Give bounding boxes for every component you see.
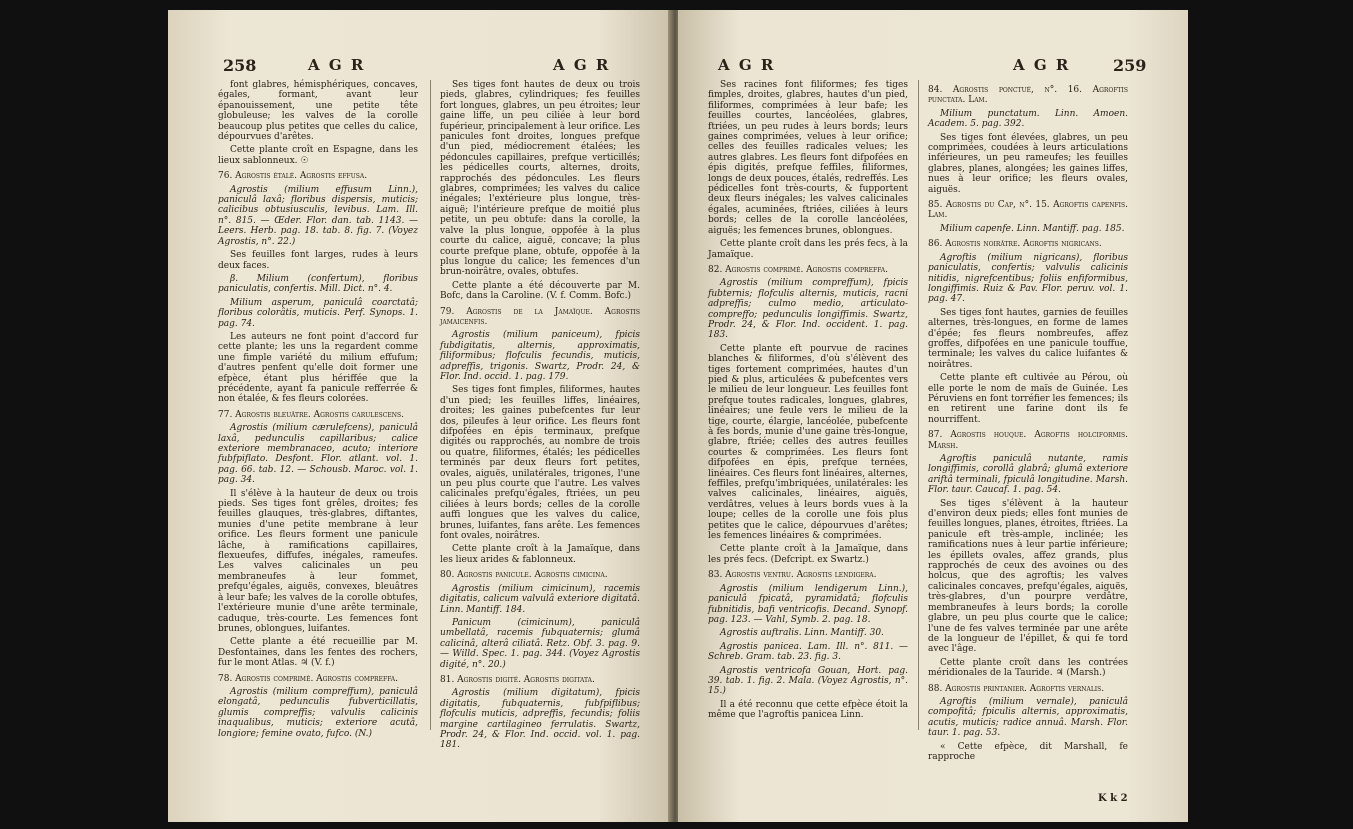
paragraph: Panicum (cimicinum), paniculâ umbellatâ, racemis fubquaternis; glumâ calicinâ, alterâ ciliatâ. Retz. Obf. 3. pag. 9. — Willd. Spec. 1. pag. 344. (Voyez Agrostis digité, n°. 20.) <box>440 617 640 670</box>
paragraph: Ses tiges s'élèvent à la hauteur d'environ deux pieds; elles font munies de feuilles longues, planes, étroites, ftriées. La panicule eft très-ample, inclinée; les ramifications nues à leur partie inférieure; les épillets ovales, affez grands, plus rapprochés de ceux des avoines ou des holcus, que des agroftis; les valves calicinales concaves, prefqu'égales, aiguës, très-glabres, d'un pourpre verdâtre, membraneufes à leurs bords; la corolle glabre, un peu plus courte que le calice; l'une de fes valves terminée par une arête de la longueur de l'épillet, & qui fe tord avec l'âge. <box>928 498 1128 655</box>
paragraph: Les auteurs ne font point d'accord fur cette plante; les uns la regardent comme une fimple variété du milium effufum; d'autres penfent qu'elle doit former une efpèce, étant plus hériffée que la précédente, ayant fa panicule refferrée & non étalée, & fes fleurs colorées. <box>218 331 418 405</box>
paragraph: Cette plante croît dans les contrées méridionales de la Tauride. ♃ (Marsh.) <box>928 657 1128 679</box>
paragraph: Il a été reconnu que cette efpèce étoit la même que l'agroftis panicea Linn. <box>708 699 908 721</box>
paragraph: Agrostis auftralis. Linn. Mantiff. 30. <box>720 628 884 639</box>
entry-heading: 87. Agrostis houque. Agroftis holciformis. Marsh. <box>928 430 1128 451</box>
paragraph: Agrostis panicea. Lam. Ill. n°. 811. — Schreb. Gram. tab. 23. fig. 3. <box>708 641 908 663</box>
entry-heading: 84. Agrostis ponctué, n°. 16. Agroftis punctata. Lam. <box>928 85 1128 106</box>
entry-heading: 81. Agrostis digité. Agrostis digitata. <box>440 674 595 685</box>
paragraph: Il s'élève à la hauteur de deux ou trois pieds. Ses tiges font grêles, droites; fes feuilles glauques, très-glabres, diftantes, munies d'une petite membrane à leur orifice. Les fleurs forment une panicule lâche, à ramifications capillaires, flexueufes, diffufes, inégales, rameufes. Les valves calicinales un peu membraneufes à leur fommet, prefqu'égales, aiguës, convexes, bleuâtres à leur bafe; les valves de la corolle obtufes, l'extérieure munie d'une arête terminale, caduque, très-courte. Les femences font brunes, oblongues, luifantes. <box>218 488 418 634</box>
running-header-right-1: A G R <box>718 56 776 74</box>
paragraph: Cette plante croît en Espagne, dans les lieux sablonneux. ☉ <box>218 145 418 166</box>
paragraph: Agrostis (milium digitatum), fpicis digitatis, fubquaternis, fubfpiflibus; flofculis muticis, adpreffis, fecundis; foliis margine cartilagineo ferrulatis. Swartz, Prodr. 24, & Flor. Ind. occid. vol. 1. pag. 181. <box>440 688 640 751</box>
open-book <box>168 10 1188 822</box>
entry-heading: 78. Agrostis comprimé. Agrostis compreffa. <box>218 673 398 684</box>
paragraph: Agroftis paniculâ nutante, ramis longiffimis, corollâ glabrâ; glumâ exteriore ariftâ terminali, fpiculâ longitudine. Marsh. Flor. taur. Caucaf. 1. pag. 54. <box>928 454 1128 496</box>
paragraph: Ses feuilles font larges, rudes à leurs deux faces. <box>218 250 418 271</box>
paragraph: Agrostis (milium lendigerum Linn.), paniculâ fpicatâ, pyramidatâ; flofculis fubnitidis, bafi ventricofis. Decand. Synopf. pag. 123. — Vahl, Symb. 2. pag. 18. <box>708 583 908 625</box>
paragraph: Ses tiges font fimples, filiformes, hautes d'un pied; les feuilles liffes, linéaires, droites; les gaines pubefcentes fur leur dos, pileufes à leur orifice. Les fleurs font difpofées en épis terminaux, prefque digités ou rapprochés, au nombre de trois ou quatre, filiformes, étalés; les pédicelles terminés par deux fleurs fort petites, ovales, aiguës, unilatérales, trigones, l'une un peu plus courte que l'autre. Les valves calicinales prefqu'égales, ftriées, un peu ciliées à leurs bords; celles de la corolle auffi longues que les valves du calice, brunes, luifantes, fans arête. Les femences font ovales, noirâtres. <box>440 385 640 542</box>
paragraph: Ses tiges font hautes de deux ou trois pieds, glabres, cylindriques; fes feuilles fort longues, glabres, un peu étroites; leur gaine liffe, un peu ciliée à leur bord fupérieur, principalement à leur orifice. Les panicules font droites, longues prefque d'un pied, médiocrement étalées; les pédoncules capillaires, prefque verticillés; les pédicelles courts, alternes, droits, rapprochés des pédoncules. Les fleurs glabres, comprimées; les valves du calice inégales; l'extérieure plus longue, très-aiguë; l'intérieure prefque de moitié plus petite, un peu obtufe: dans la corolle, la valve la plus longue, oppofée à la plus courte du calice, aiguë, concave; la plus courte prefque plane, obtufe, oppofée à la plus longue du calice; les femences d'un brun-noirâtre, ovales, obtufes. <box>440 80 640 278</box>
paragraph: Milium asperum, paniculâ coarctatâ; floribus colorâtis, muticis. Perf. Synops. 1. pag. 74. <box>218 297 418 329</box>
left-page <box>168 10 673 822</box>
column-divider <box>918 80 919 730</box>
entry-heading: 83. Agrostis ventru. Agrostis lendigera. <box>708 570 877 581</box>
entry-heading: 85. Agrostis du Cap, n°. 15. Agroftis capenfis. Lam. <box>928 200 1128 221</box>
page-number-left: 258 <box>223 56 257 75</box>
entry-heading: 82. Agrostis comprimé. Agrostis compreffa. <box>708 264 888 275</box>
right-column-1 <box>708 80 908 724</box>
paragraph: Agrostis ventricofa Gouan, Hort. pag. 39. tab. 1. fig. 2. Mala. (Voyez Agrostis, n°. 15.) <box>708 665 908 697</box>
running-header-left-1: A G R <box>308 56 366 74</box>
paragraph: Cette plante croît à la Jamaïque, dans les prés fecs. (Defcript. ex Swartz.) <box>708 544 908 565</box>
paragraph: Milium punctatum. Linn. Amoen. Academ. 5. pag. 392. <box>928 108 1128 130</box>
paragraph: Agrostis (milium compreffum), paniculâ elongatâ, pedunculis fubverticillatis, glumis compreffis; valvulis calicinis inaqualibus, muticis; exteriore acutâ, longiore; femine ovato, fufco. (N.) <box>218 686 418 739</box>
column-divider <box>430 80 431 730</box>
entry-heading: 88. Agrostis printanier. Agroftis vernalis. <box>928 683 1105 694</box>
paragraph: Cette plante eft cultivée au Pérou, où elle porte le nom de maïs de Guinée. Les Péruviens en font torréfier les femences; ils en retirent une farine dont ils fe nourriffent. <box>928 373 1128 425</box>
paragraph: Agroftis (milium vernale), paniculâ compofitâ; fpiculis alternis, approximatis, acutis, muticis; radice annuâ. Marsh. Flor. taur. 1. pag. 53. <box>928 696 1128 739</box>
page-number-right: 259 <box>1113 56 1147 75</box>
paragraph: β. Milium (confertum), floribus paniculatis, confertis. Mill. Dict. n°. 4. <box>218 273 418 295</box>
entry-heading: 76. Agrostis étalé. Agrostis effusa. <box>218 171 368 182</box>
paragraph: Agrostis (milium paniceum), fpicis fubdigitatis, alternis, approximatis, filiformibus; flofculis fecundis, muticis, adpreffis, trigonis. Swartz, Prodr. 24, & Flor. Ind. occid. 1. pag. 179. <box>440 330 640 382</box>
entry-heading: 86. Agrostis noirâtre. Agroftis nigricans. <box>928 239 1102 250</box>
left-column-1 <box>218 80 418 742</box>
paragraph: Cette plante croît dans les prés fecs, à la Jamaïque. <box>708 239 908 260</box>
paragraph: Agrostis (milium cimicinum), racemis digitatis, calicum valvulâ exteriore digitatâ. Linn. Mantiff. 184. <box>440 583 640 615</box>
running-header-right-2: A G R <box>1013 56 1071 74</box>
paragraph: Agroftis (milium nigricans), floribus paniculatis, confertis; valvulis calicinis nitidis, nigrefcentibus; foliis enfiformibus, longiffimis. Ruiz & Pav. Flor. peruv. vol. 1. pag. 47. <box>928 252 1128 305</box>
right-page <box>678 10 1188 822</box>
paragraph: Ses racines font filiformes; fes tiges fimples, droites, glabres, hautes d'un pied, filiformes, comprimées à leur bafe; les feuilles courtes, lancéolées, glabres, ftriées, un peu rudes à leurs bords; leurs gaines comprimées, velues à leur orifice; celles des feuilles radicales velues; les autres glabres. Les fleurs font difpofées en épis digités, prefque feffiles, filiformes, longs de deux pouces, étalés, redreffés. Les pédicelles font très-courts, & fupportent deux fleurs inégales; les valves calicinales égales, acuminées, ftriées, ciliées à leurs bords; celles de la corolle lancéolées, aiguës; les femences brunes, oblongues. <box>708 80 908 236</box>
paragraph: Agrostis (milium cærulefcens), paniculâ laxâ, pedunculis capillaribus; calice exteriore membranaceo, acuto; interiore fubfpiflato. Desfont. Flor. atlant. vol. 1. pag. 66. tab. 12. — Schousb. Maroc. vol. 1. pag. 34. <box>218 423 418 486</box>
paragraph: Agrostis (milium compreffum), fpicis fubternis; flofculis alternis, muticis, racni adpreffis; culmo medio, articulato-compreffo; pedunculis longiffimis. Swartz, Prodr. 24, & Flor. Ind. occident. 1. pag. 183. <box>708 278 908 341</box>
paragraph: Cette plante a été recueillie par M. Desfontaines, dans les fentes des rochers, fur le mont Atlas. ♃ (V. f.) <box>218 637 418 669</box>
paragraph: Cette plante a été découverte par M. Bofc, dans la Caroline. (V. f. Comm. Bofc.) <box>440 280 640 302</box>
paragraph: font glabres, hémisphériques, concaves, égales, formant, avant leur épanouissement, une petite tête globuleuse; les valves de la corolle beaucoup plus petites que celles du calice, dépourvues d'arêtes. <box>218 80 418 143</box>
entry-heading: 79. Agrostis de la Jamaïque. Agrostis jamaicenfis. <box>440 306 640 327</box>
entry-heading: 77. Agrostis bleuâtre. Agrostis carulescens. <box>218 409 404 420</box>
paragraph: « Cette efpèce, dit Marshall, fe rapproche <box>928 741 1128 762</box>
right-column-2 <box>928 80 1128 765</box>
paragraph: Agrostis (milium effusum Linn.), paniculâ laxâ; floribus dispersis, muticis; calicibus obtusiusculis, levibus. Lam. Ill. n°. 815. — Œder. Flor. dan. tab. 1143. — Leers. Herb. pag. 18. tab. 8. fig. 7. (Voyez Agrostis, n°. 22.) <box>218 184 418 247</box>
running-header-left-2: A G R <box>553 56 611 74</box>
paragraph: Milium capenfe. Linn. Mantiff. pag. 185. <box>940 223 1125 234</box>
paragraph: Ses tiges font élevées, glabres, un peu comprimées, coudées à leurs articulations inférieures, un peu rameufes; les feuilles glabres, planes, alongées; les gaines liffes, nues à leur orifice; les fleurs ovales, aiguës. <box>928 132 1128 195</box>
paragraph: Cette plante croît à la Jamaïque, dans les lieux arides & fablonneux. <box>440 544 640 565</box>
entry-heading: 80. Agrostis panicule. Agrostis cimicina. <box>440 570 608 581</box>
left-column-2 <box>440 80 640 754</box>
signature-mark: K k 2 <box>1098 793 1128 804</box>
paragraph: Ses tiges font hautes, garnies de feuilles alternes, très-longues, en forme de lames d'épée; fes fleurs nombreufes, affez groffes, difpofées en une panicule touffue, terminale; les valves du calice luifantes & noirâtres. <box>928 307 1128 370</box>
paragraph: Cette plante eft pourvue de racines blanches & filiformes, d'où s'élèvent des tiges fortement comprimées, hautes d'un pied & plus, articulées & pubefcentes vers le milieu de leur longueur. Les feuilles font prefque toutes radicales, longues, glabres, linéaires; une feule vers le milieu de la tige, courte, élargie, lancéolée, pubefcente à fes bords, munie d'une gaine très-longue, glabre, ftriée; celles des autres feuilles courtes & comprimées. Les fleurs font difpofées en épis, prefque ternées, linéaires. Ces fleurs font linéaires, alternes, feffiles, prefqu'imbriquées, unilatérales: les valves calicinales, linéaires, aiguës, verdâtres, velues à leurs bords vues à la loupe; celles de la corolle une fois plus petites que le calice, dépourvues d'arêtes; les femences linéaires & comprimées. <box>708 343 908 542</box>
